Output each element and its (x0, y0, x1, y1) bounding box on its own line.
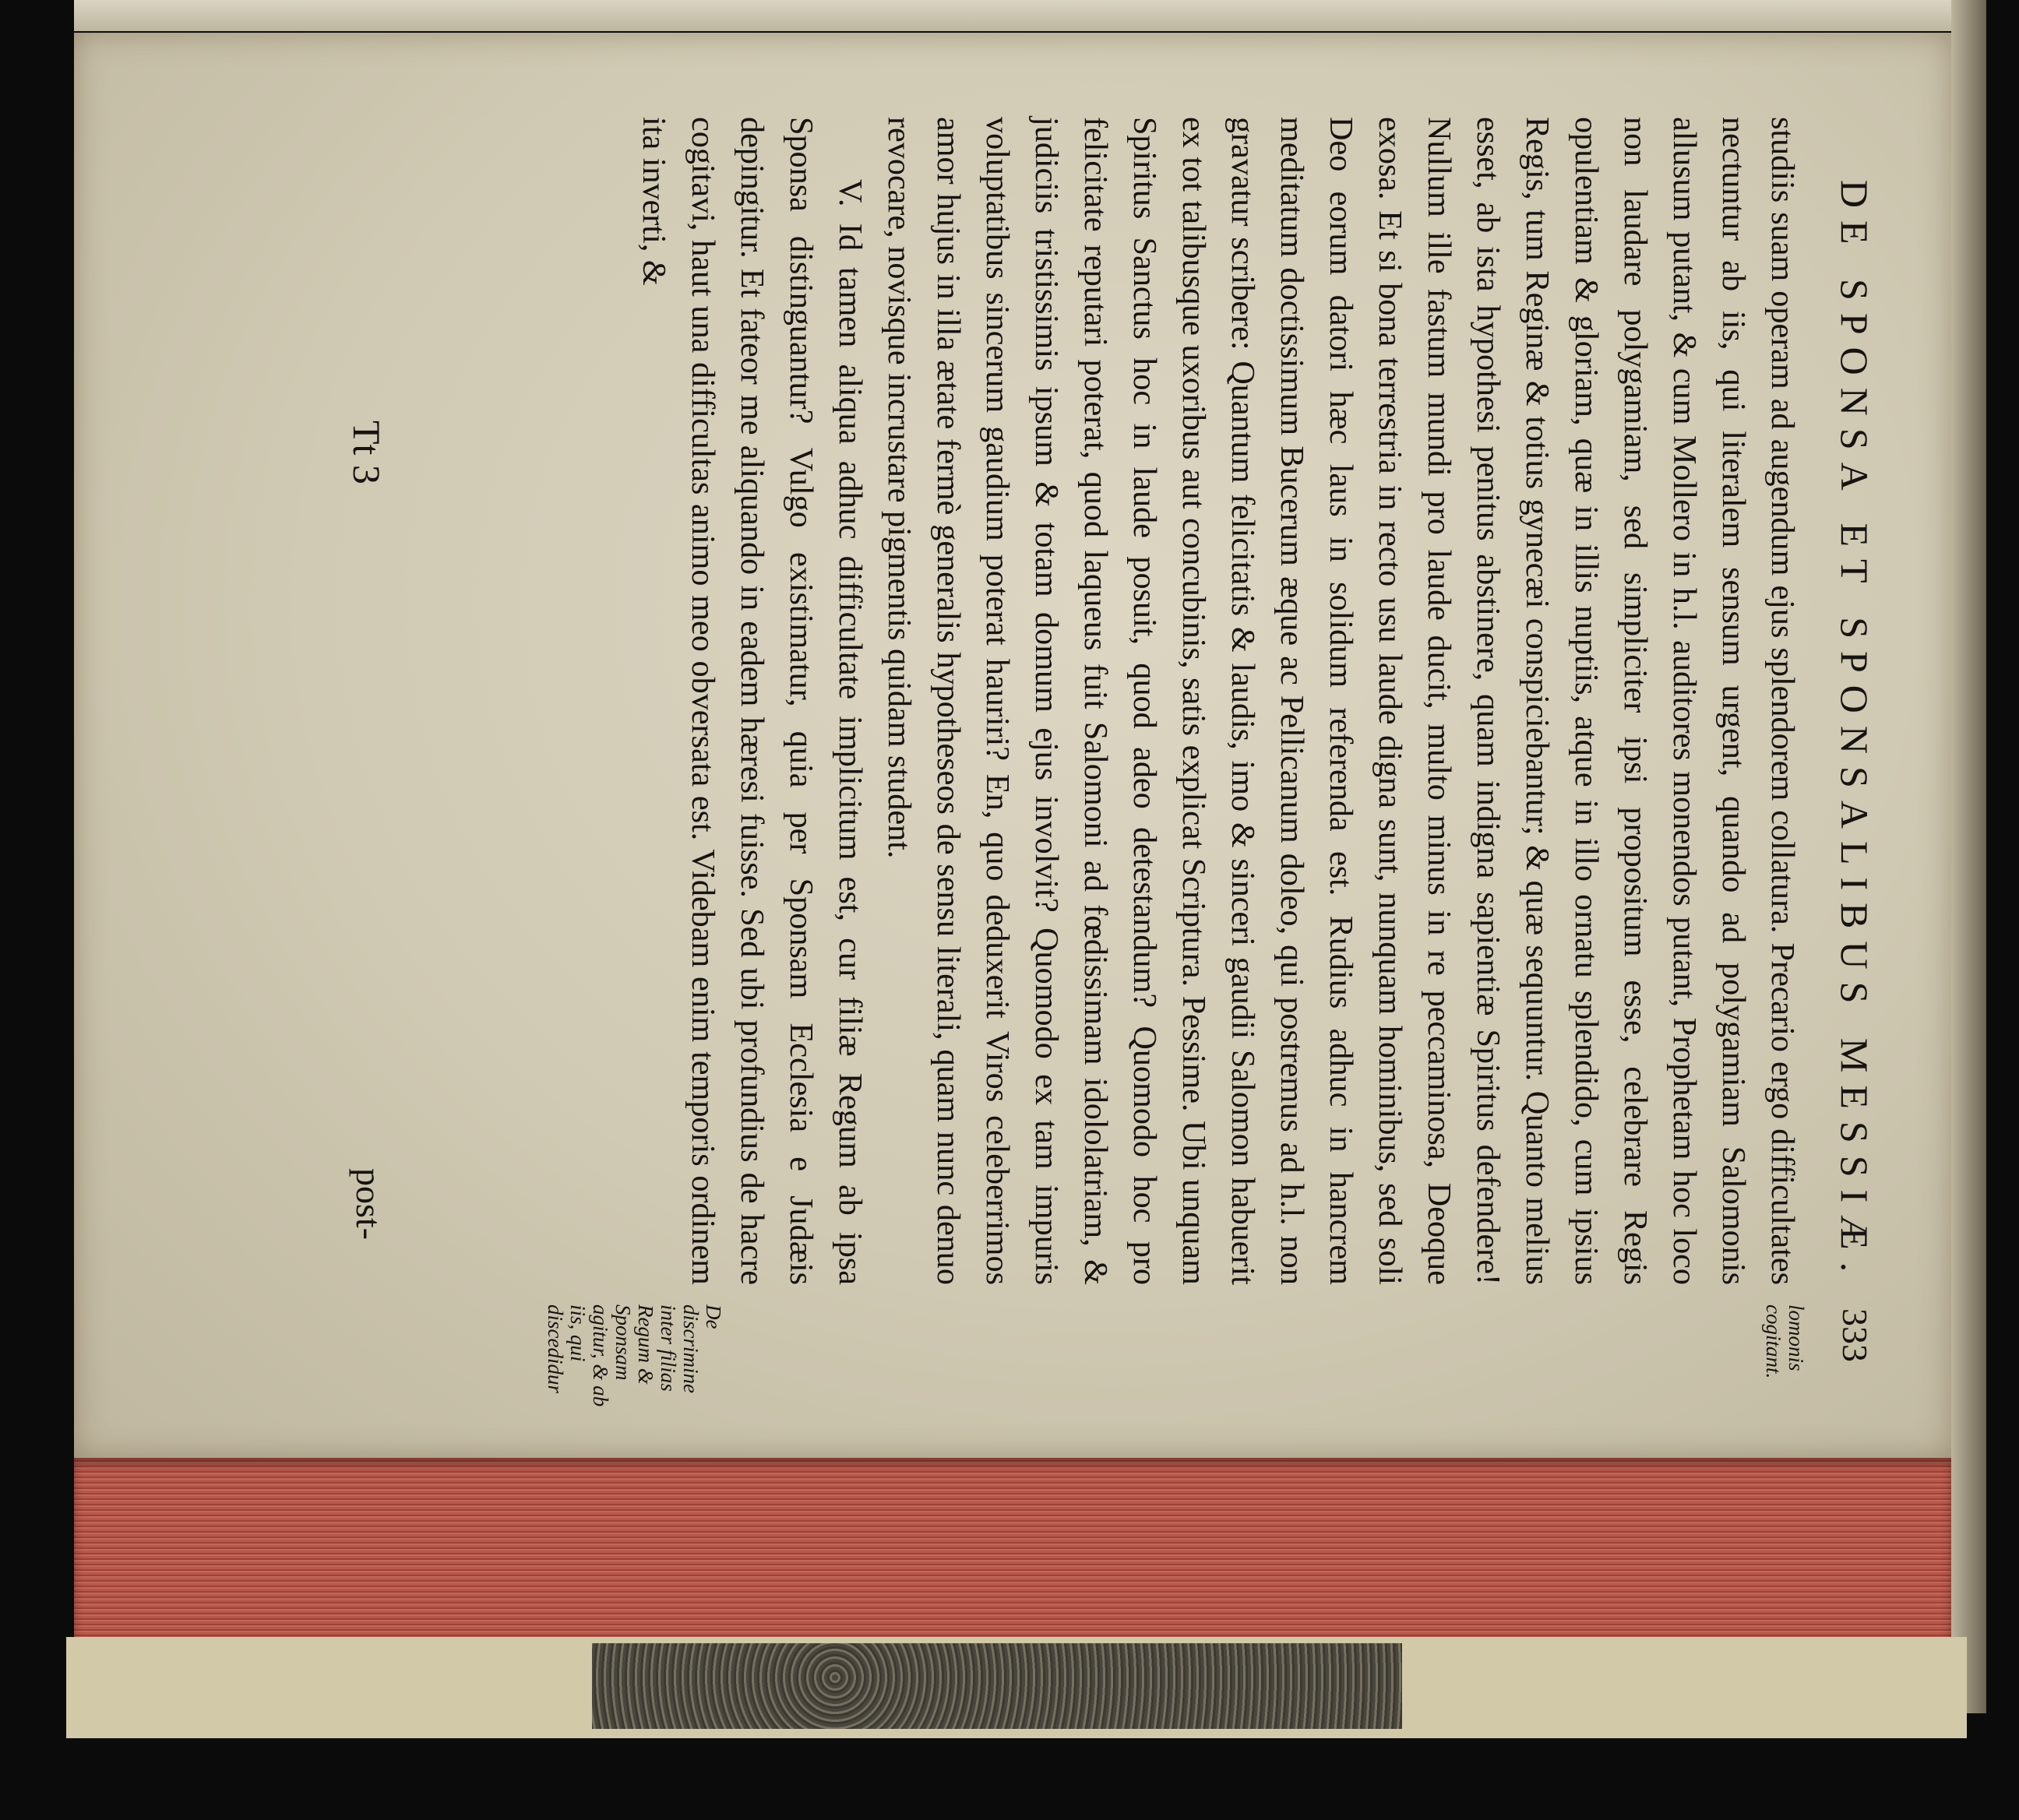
rotated-text-block (234, 93, 1908, 1417)
body-text (629, 117, 1807, 1285)
paragraph: studiis suam operam ad augendum ejus splendorem collatura. Precario ergo difficultates nectuntur ab iis, qui literalem sensum urgent, quando ad polygamiam Salomonis allusum putant, & cum Mollero in h.l. auditores monendos putant, Prophetam hoc loco non laudare polygamiam, sed simpliciter ipsi propositum esse, celebrare Regis opulentiam & gloriam, quæ in illis nuptiis, atque in illo ornatu splendido, cum ipsius Regis, tum Reginæ & totius gynecæi conspiciebantur; & quæ sequuntur. Quanto melius esset, ab ista hypothesi penitus abstinere, quam indigna sapientiæ Spiritus defendere! Nullum ille fastum mundi pro laude ducit, multo minus in re peccaminosa, Deoque exosa. Et si bona terrestria in recto usu laude digna sunt, nunquam hominibus, sed soli Deo eorum datori hæc laus in solidum referenda est. Rudius adhuc in hancrem meditatum doctissimum Bucerum æque ac Pellicanum doleo, qui postremus ad h.l. non gravatur scribere: Quantum felicitatis & laudis, imo & sinceri gaudii Salomon habuerit ex tot talibusque uxoribus aut concubinis, satis explicat Scriptura. Pessime. Ubi unquam Spiritus Sanctus hoc in laude posuit, quod adeo detestandum? Quomodo hoc pro felicitate reputari poterat, quod laqueus fuit Salomoni ad fœdissimam idololatriam, & judiciis tristissimis ipsum & totam domum ejus involvit? Quomodo ex tam impuris voluptatibus sincerum gaudium poterat hauriri? En, quo deduxerit Viros celeberrimos amor hujus in illa ætate fermè generalis hypotheseos de sensu literali, quam nunc denuo revocare, novisque incrustare pigmentis quidam student. (881, 117, 1801, 1285)
margin-note: De discrimine inter filias Regum & Sponsam agitur, & ab iis, qui discedidur (544, 1304, 725, 1407)
page-number: 333 (1835, 1308, 1875, 1362)
facing-page-edge (74, 0, 1951, 31)
binding-edge (1951, 0, 1986, 1713)
text-frame (234, 93, 1908, 1417)
paragraph: V. Id tamen aliqua adhuc difficultate implicitum est, cur filiæ Regum ab ipsa Sponsa distinguantur? Vulgo existimatur, quia per Sponsam Ecclesia e Judæis depingitur. Et fateor me aliquando in eadem hæresi fuisse. Sed ubi profundius de hacre cogitavi, haut una difficultas animo meo obversata est. Videbam enim temporis ordinem ita inverti, & (636, 117, 869, 1285)
signature-mark: Tt 3 (345, 421, 389, 484)
margin-note: lomonis cogitant. (1762, 1304, 1808, 1379)
page-block-edges (74, 1458, 1951, 1637)
catchword: post- (349, 1168, 389, 1240)
marbled-cover-patch (592, 1643, 1402, 1729)
running-head: DE SPONSA ET SPONSALIBUS MESSIÆ. (1833, 179, 1876, 1285)
